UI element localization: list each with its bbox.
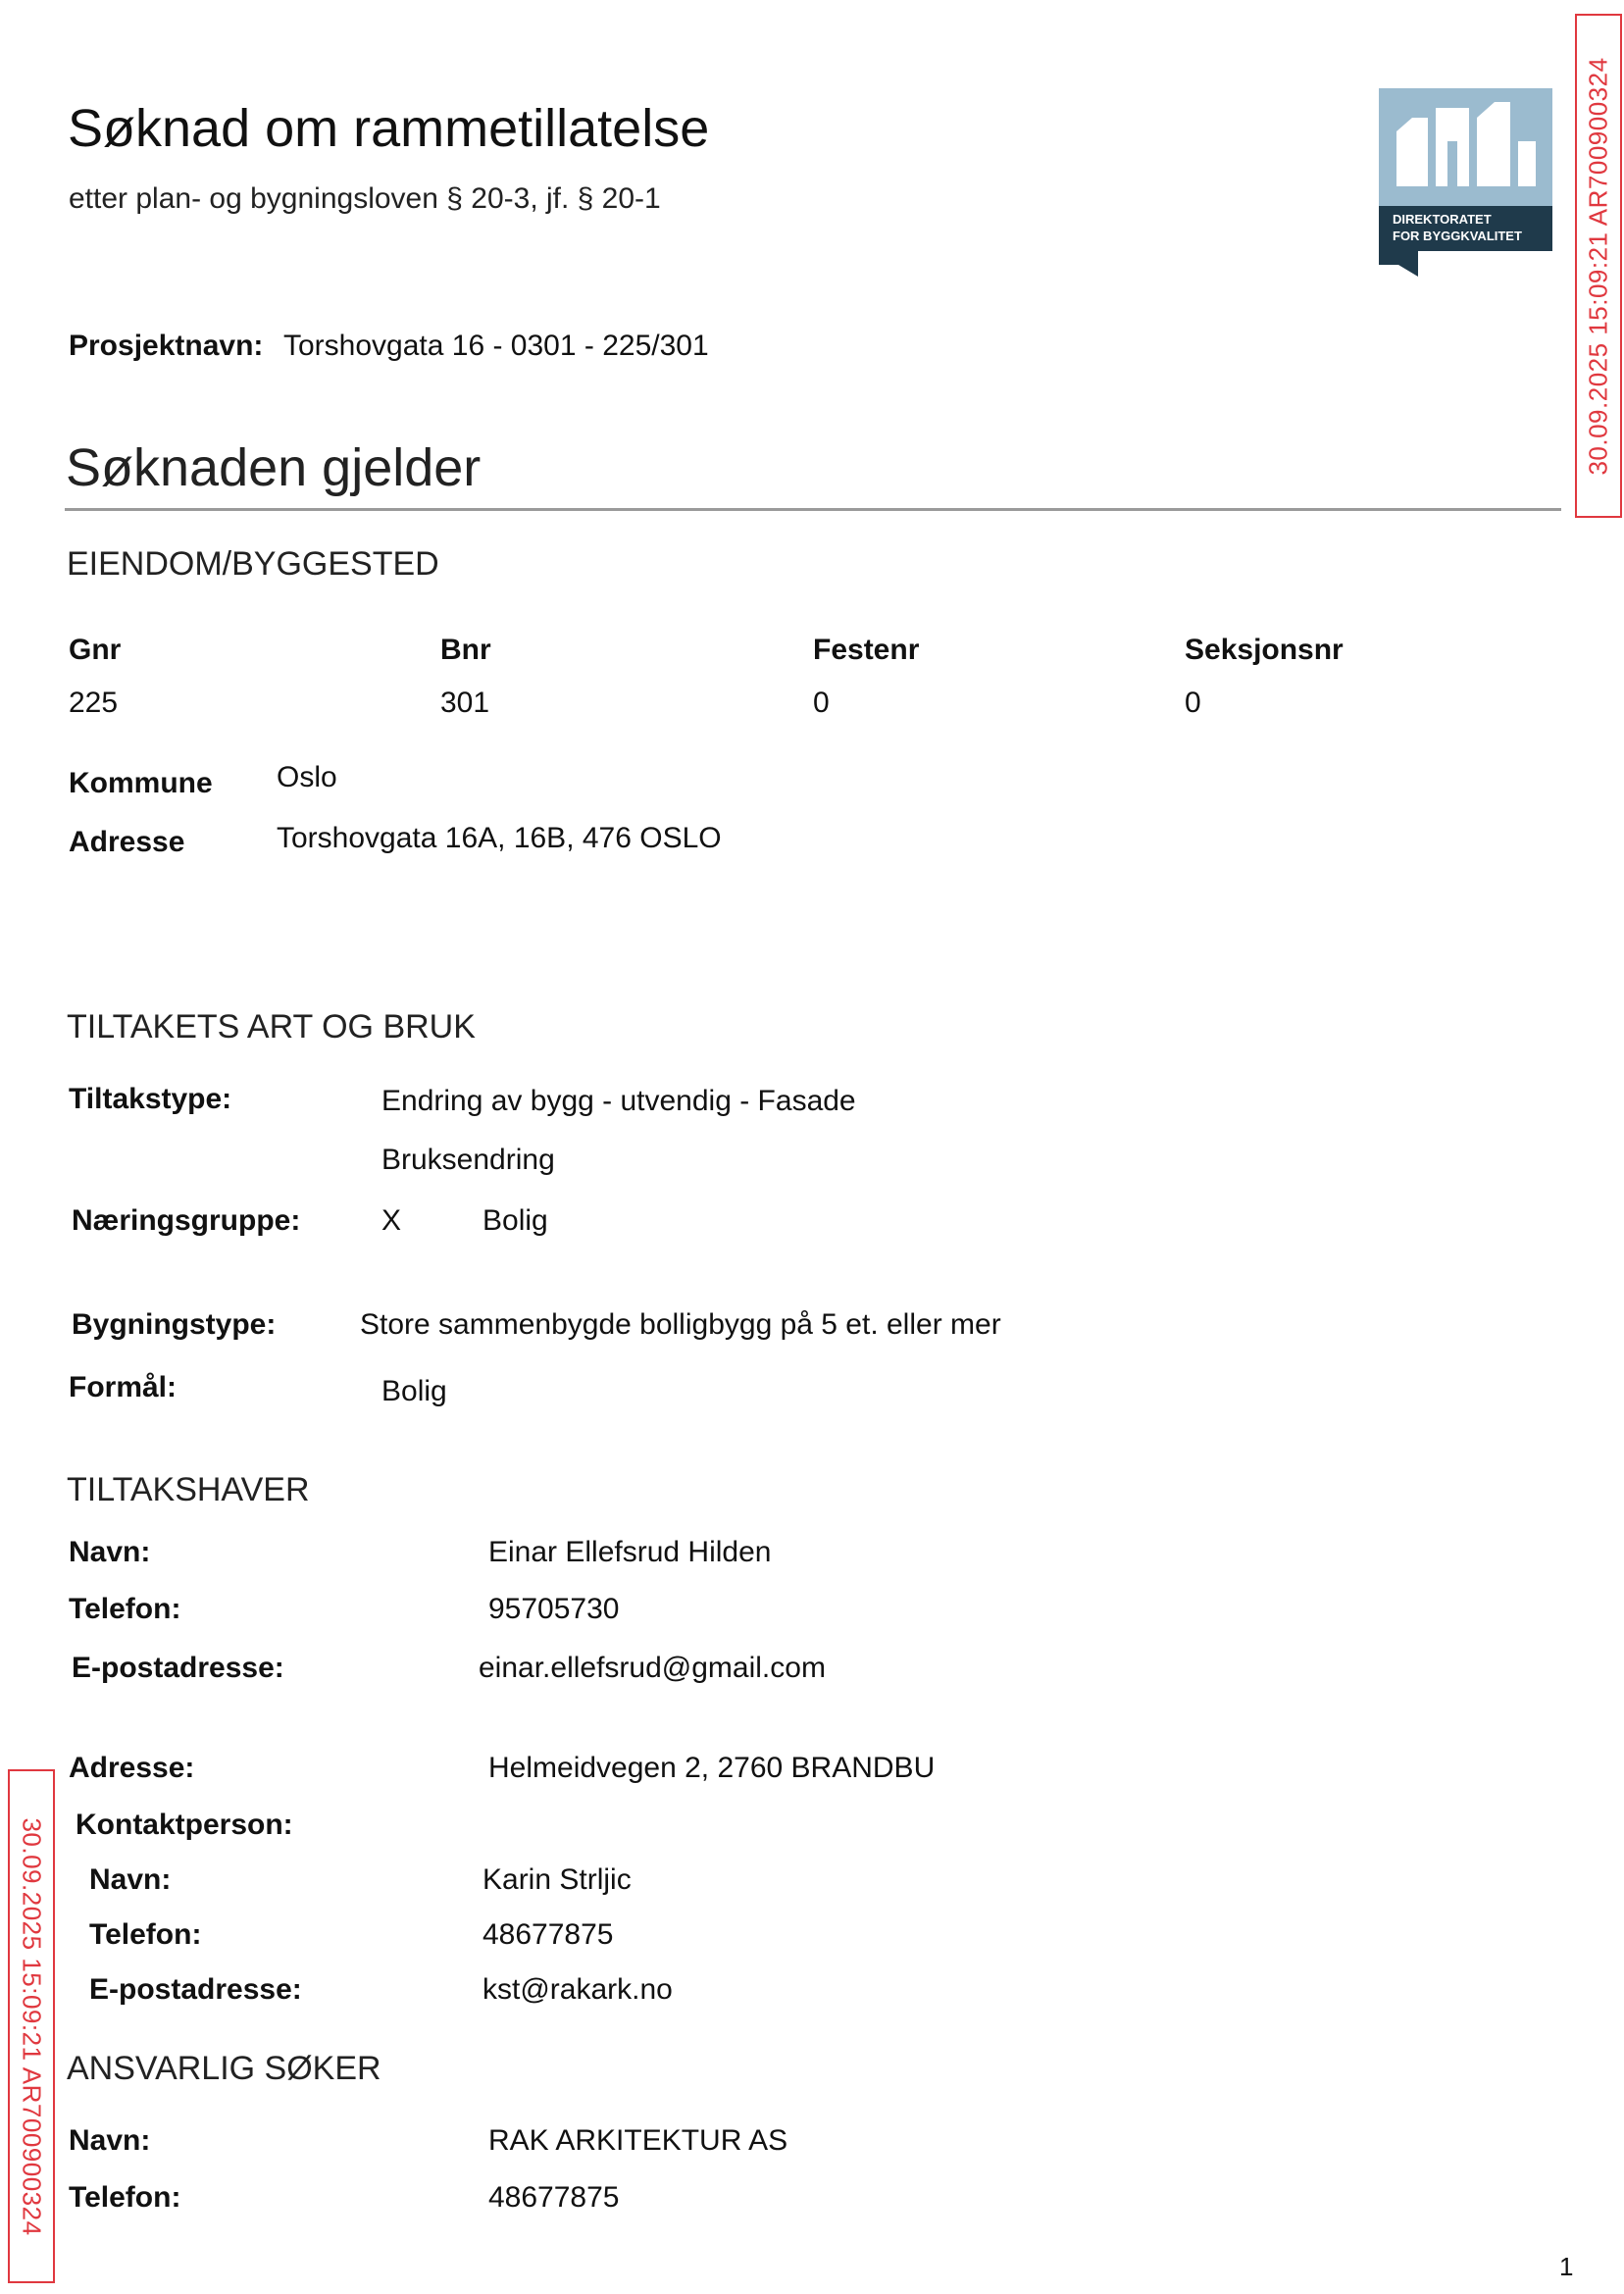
page-subtitle: etter plan- og bygningsloven § 20-3, jf. § 20-1 xyxy=(69,182,661,215)
dibk-logo xyxy=(1379,88,1552,277)
seksjonsnr-label: Seksjonsnr xyxy=(1185,634,1344,666)
project-value: Torshovgata 16 - 0301 - 225/301 xyxy=(283,330,709,362)
adresse-label: Adresse xyxy=(69,826,185,858)
bygningstype-label: Bygningstype: xyxy=(72,1308,277,1341)
tiltakshaver-telefon-value: 95705730 xyxy=(488,1593,620,1625)
project-label: Prosjektnavn: xyxy=(69,330,264,362)
ansvarlig-telefon-label: Telefon: xyxy=(69,2181,181,2214)
kontakt-telefon-value: 48677875 xyxy=(482,1918,614,1951)
section-divider xyxy=(65,508,1561,511)
kontaktperson-label: Kontaktperson: xyxy=(76,1809,293,1841)
kommune-label: Kommune xyxy=(69,767,213,799)
tiltakshaver-navn-label: Navn: xyxy=(69,1536,151,1568)
festenr-label: Festenr xyxy=(813,634,920,666)
tiltak-heading: TILTAKETS ART OG BRUK xyxy=(67,1008,476,1045)
formal-label: Formål: xyxy=(69,1371,178,1403)
page-number: 1 xyxy=(1559,2252,1574,2281)
dibk-logo-icon xyxy=(1379,88,1552,277)
bygningstype-value: Store sammenbygde bolligbygg på 5 et. eller mer xyxy=(360,1308,1001,1341)
tiltakshaver-adresse-value: Helmeidvegen 2, 2760 BRANDBU xyxy=(488,1752,936,1784)
gnr-value: 225 xyxy=(69,687,119,719)
bnr-label: Bnr xyxy=(440,634,491,666)
kommune-value: Oslo xyxy=(277,761,337,793)
tiltakshaver-navn-value: Einar Ellefsrud Hilden xyxy=(488,1536,772,1568)
date-stamp-left xyxy=(8,1769,55,2283)
kontakt-epost-value: kst@rakark.no xyxy=(482,1973,673,2006)
naeringsgruppe-label: Næringsgruppe: xyxy=(72,1204,301,1237)
tiltakshaver-epost-label: E-postadresse: xyxy=(72,1652,284,1684)
kontakt-navn-value: Karin Strljic xyxy=(482,1863,632,1896)
festenr-value: 0 xyxy=(813,687,830,719)
naeringsgruppe-value: Bolig xyxy=(482,1204,548,1237)
tiltakstype-label: Tiltakstype: xyxy=(69,1083,232,1115)
stamp-text: 30.09.2025 15:09:21 AR700900324 xyxy=(1583,56,1613,476)
tiltakstype-value-1: Endring av bygg - utvendig - Fasade xyxy=(381,1085,856,1117)
logo-line1: DIREKTORATET xyxy=(1393,212,1492,227)
kontakt-epost-label: E-postadresse: xyxy=(89,1973,302,2006)
page-title: Søknad om rammetillatelse xyxy=(68,99,710,158)
ansvarlig-navn-label: Navn: xyxy=(69,2124,151,2157)
date-stamp-right xyxy=(1575,14,1622,518)
tiltakshaver-adresse-label: Adresse: xyxy=(69,1752,195,1784)
section-title: Søknaden gjelder xyxy=(66,438,482,497)
kontakt-navn-label: Navn: xyxy=(89,1863,172,1896)
tiltakshaver-epost-value: einar.ellefsrud@gmail.com xyxy=(479,1652,826,1684)
eiendom-heading: EIENDOM/BYGGESTED xyxy=(67,545,439,583)
ansvarlig-navn-value: RAK ARKITEKTUR AS xyxy=(488,2124,788,2157)
naeringsgruppe-code: X xyxy=(381,1204,402,1237)
seksjonsnr-value: 0 xyxy=(1185,687,1201,719)
tiltakshaver-heading: TILTAKSHAVER xyxy=(67,1471,310,1508)
gnr-label: Gnr xyxy=(69,634,122,666)
tiltakshaver-telefon-label: Telefon: xyxy=(69,1593,181,1625)
adresse-value: Torshovgata 16A, 16B, 476 OSLO xyxy=(277,822,722,854)
ansvarlig-heading: ANSVARLIG SØKER xyxy=(67,2050,381,2087)
stamp-text: 30.09.2025 15:09:21 AR700900324 xyxy=(17,1816,47,2236)
tiltakstype-value-2: Bruksendring xyxy=(381,1144,555,1176)
logo-line2: FOR BYGGKVALITET xyxy=(1393,229,1522,243)
formal-value: Bolig xyxy=(381,1375,447,1407)
kontakt-telefon-label: Telefon: xyxy=(89,1918,202,1951)
ansvarlig-telefon-value: 48677875 xyxy=(488,2181,620,2214)
bnr-value: 301 xyxy=(440,687,490,719)
